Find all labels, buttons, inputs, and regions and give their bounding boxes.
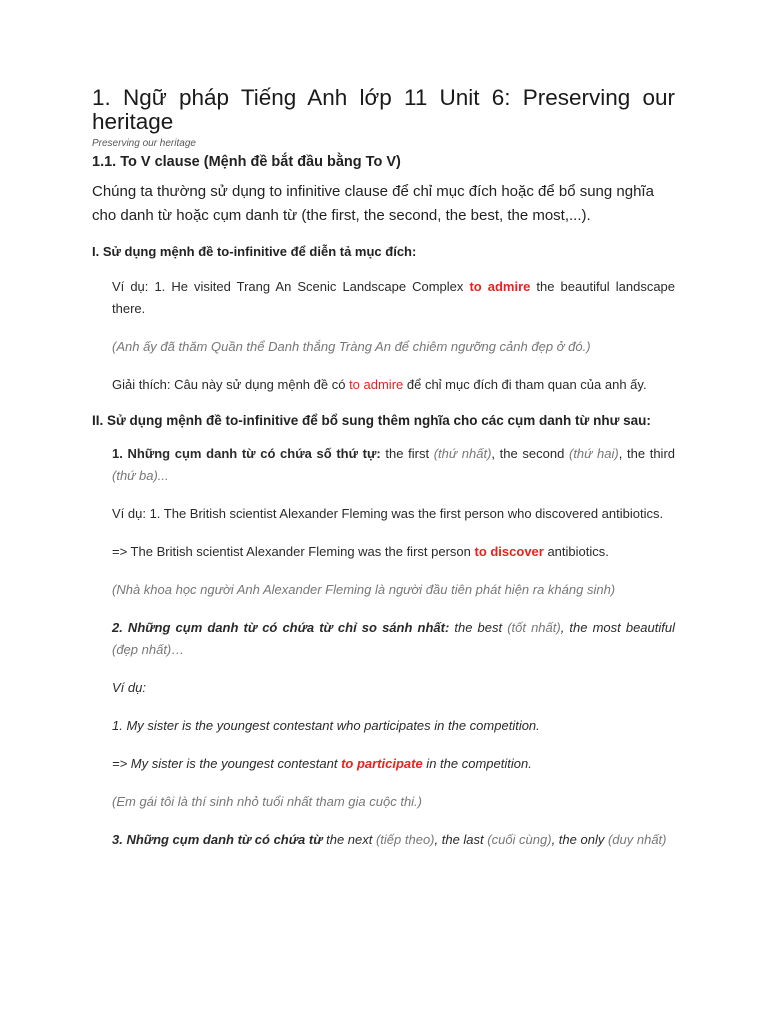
item-3-text: , the last <box>434 832 488 847</box>
item-1-rewrite <box>112 541 675 563</box>
item-1-text: , the third <box>618 446 676 461</box>
section-2-heading: II. Sử dụng mệnh đề to-infinitive để bổ sung thêm nghĩa cho các cụm danh từ như sau: <box>92 413 651 428</box>
document <box>92 86 675 851</box>
item-1-gloss: (thứ ba)... <box>112 468 169 483</box>
explanation-text: Giải thích: Câu này sử dụng mệnh đề có <box>112 377 350 392</box>
item-1 <box>112 443 675 487</box>
item-2-text: , the most beautiful <box>560 620 676 635</box>
item-3 <box>112 829 675 851</box>
item-2-label: 2. Những cụm danh từ có chứa từ chỉ so sánh nhất: <box>112 620 450 635</box>
highlight-to-admire: to admire <box>469 279 531 294</box>
item-2-translation: (Em gái tôi là thí sinh nhỏ tuổi nhất tham gia cuộc thi.) <box>112 794 423 809</box>
example-text-end: the beautiful landscape there. <box>112 279 676 316</box>
item-3-label: 3. Những cụm danh từ có chứa từ <box>112 832 323 847</box>
item-1-gloss: (thứ nhất) <box>433 446 492 461</box>
section-heading: 1.1. To V clause (Mệnh đề bắt đầu bằng To V) <box>92 154 401 170</box>
explanation-text-end: để chỉ mục đích đi tham quan của anh ấy. <box>403 377 647 392</box>
example-text: Ví dụ: 1. He visited Trang An Scenic Landscape Complex <box>112 279 470 294</box>
item-2-example: 1. My sister is the youngest contestant who participates in the competition. <box>112 718 540 733</box>
section-1-translation: (Anh ấy đã thăm Quần thể Danh thắng Tràng An để chiêm ngưỡng cảnh đẹp ở đó.) <box>112 339 591 354</box>
image-caption: Preserving our heritage <box>92 138 196 149</box>
highlight-to-discover: to discover <box>474 544 544 559</box>
intro-paragraph: Chúng ta thường sử dụng to infinitive clause để chỉ mục đích hoặc để bổ sung nghĩa cho danh từ hoặc cụm danh từ (the first, the second, the best, the most,...). <box>92 183 654 224</box>
section-1-heading: I. Sử dụng mệnh đề to-infinitive để diễn tả mục đích: <box>92 244 417 259</box>
rewrite-text: => My sister is the youngest contestant <box>112 756 342 771</box>
highlight-to-admire-2: to admire <box>349 377 404 392</box>
item-2-text: the best <box>449 620 508 635</box>
item-2-gloss: (đẹp nhất)… <box>112 642 185 657</box>
rewrite-text-end: antibiotics. <box>543 544 609 559</box>
item-1-translation: (Nhà khoa học người Anh Alexander Fleming là người đầu tiên phát hiện ra kháng sinh) <box>112 582 616 597</box>
item-1-text: , the second <box>491 446 569 461</box>
item-1-text: the first <box>380 446 434 461</box>
item-2-rewrite <box>112 753 675 775</box>
rewrite-text-end: in the competition. <box>422 756 532 771</box>
item-3-gloss: (duy nhất) <box>607 832 667 847</box>
item-2-example-label: Ví dụ: <box>112 680 146 695</box>
rewrite-text: => The British scientist Alexander Fleming was the first person <box>112 544 475 559</box>
item-2 <box>112 617 675 661</box>
item-3-text: , the only <box>551 832 608 847</box>
item-1-gloss: (thứ hai) <box>568 446 619 461</box>
item-2-gloss: (tốt nhất) <box>507 620 561 635</box>
page-title: 1. Ngữ pháp Tiếng Anh lớp 11 Unit 6: Preserving our heritage <box>92 85 675 134</box>
item-3-text: the next <box>322 832 376 847</box>
item-1-label: 1. Những cụm danh từ có chứa số thứ tự: <box>112 446 381 461</box>
item-3-gloss: (cuối cùng) <box>487 832 552 847</box>
item-1-example: Ví dụ: 1. The British scientist Alexander Fleming was the first person who discovered antibiotics. <box>112 506 664 521</box>
section-1-explanation <box>112 374 675 396</box>
section-1-example <box>112 276 675 320</box>
highlight-to-participate: to participate <box>341 756 423 771</box>
item-3-gloss: (tiếp theo) <box>375 832 435 847</box>
